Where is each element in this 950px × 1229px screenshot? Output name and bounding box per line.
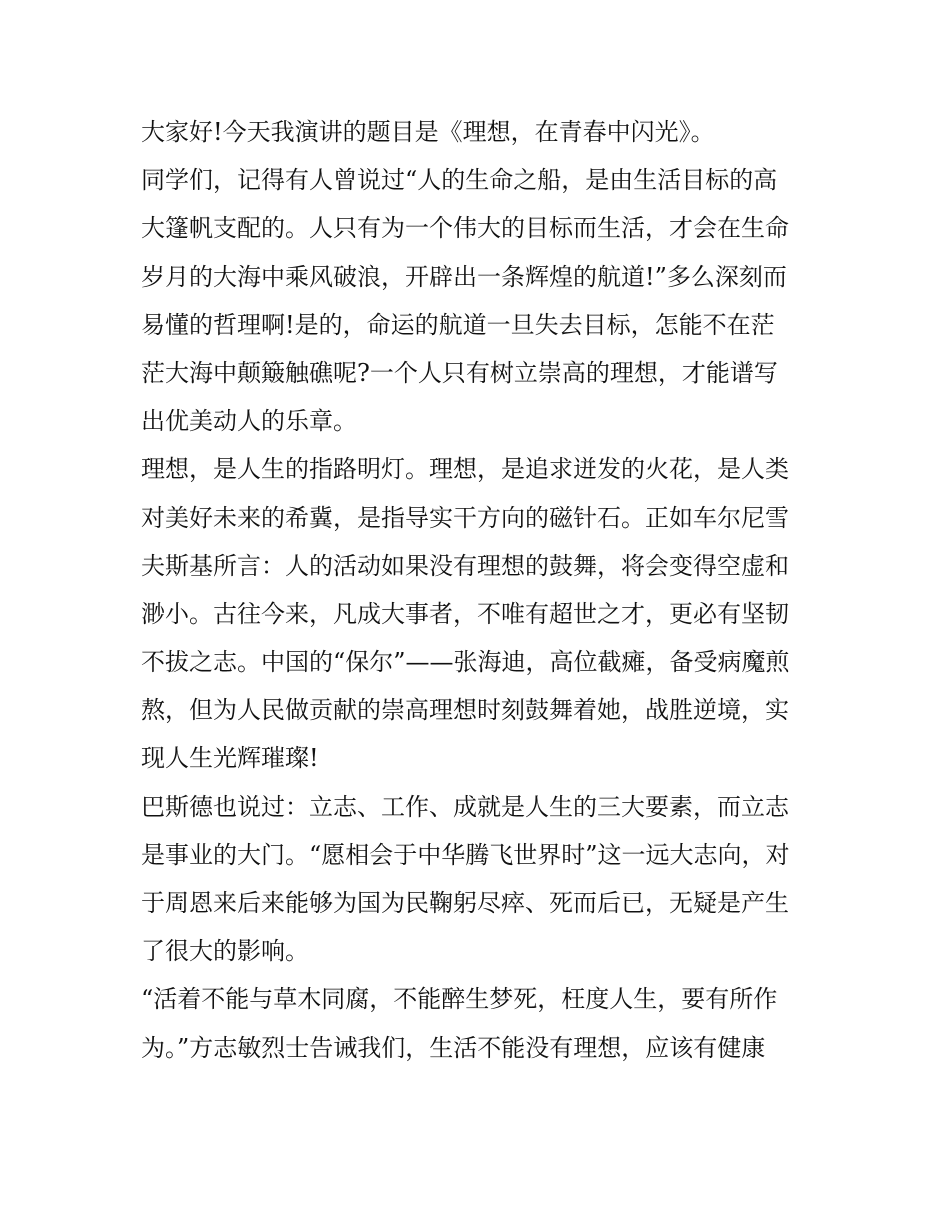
text-line: 巴斯德也说过：立志、工作、成就是人生的三大要素，而立志: [141, 792, 789, 821]
text-line: 了很大的影响。: [141, 937, 309, 966]
text-line: 是事业的大门。“愿相会于中华腾飞世界时”这一远大志向，对: [141, 840, 790, 869]
text-line: 大篷帆支配的。人只有为一个伟大的目标而生活，才会在生命: [141, 214, 789, 243]
text-line: 夫斯基所言：人的活动如果没有理想的鼓舞，将会变得空虚和: [141, 551, 789, 580]
text-line: 熬，但为人民做贡献的崇高理想时刻鼓舞着她，战胜逆境，实: [141, 696, 789, 725]
text-line: 出优美动人的乐章。: [141, 407, 357, 436]
text-line: 岁月的大海中乘风破浪，开辟出一条辉煌的航道!”多么深刻而: [141, 262, 787, 291]
text-line: 茫大海中颠簸触礁呢?一个人只有树立崇高的理想，才能谱写: [141, 358, 778, 387]
text-line: 渺小。古往今来，凡成大事者，不唯有超世之才，更必有坚韧: [141, 599, 789, 628]
text-line: 不拔之志。中国的“保尔”——张海迪，高位截瘫，备受病魔煎: [141, 648, 790, 677]
text-line: 为。”方志敏烈士告诫我们，生活不能没有理想，应该有健康: [141, 1033, 766, 1062]
text-line: 易懂的哲理啊!是的，命运的航道一旦失去目标，怎能不在茫: [141, 310, 775, 339]
text-line: 理想，是人生的指路明灯。理想，是追求迸发的火花，是人类: [141, 455, 789, 484]
text-line: “活着不能与草木同腐，不能醉生梦死，枉度人生，要有所作: [141, 985, 778, 1014]
text-line: 大家好!今天我演讲的题目是《理想，在青春中闪光》。: [141, 118, 715, 146]
text-line: 于周恩来后来能够为国为民鞠躬尽瘁、死而后已，无疑是产生: [141, 889, 789, 917]
text-line: 现人生光辉璀璨!: [141, 744, 319, 773]
text-line: 同学们，记得有人曾说过“人的生命之船，是由生活目标的高: [141, 166, 778, 195]
speech-text: [141, 108, 821, 1072]
text-line: 对美好未来的希冀，是指导实干方向的磁针石。正如车尔尼雪: [141, 503, 789, 532]
